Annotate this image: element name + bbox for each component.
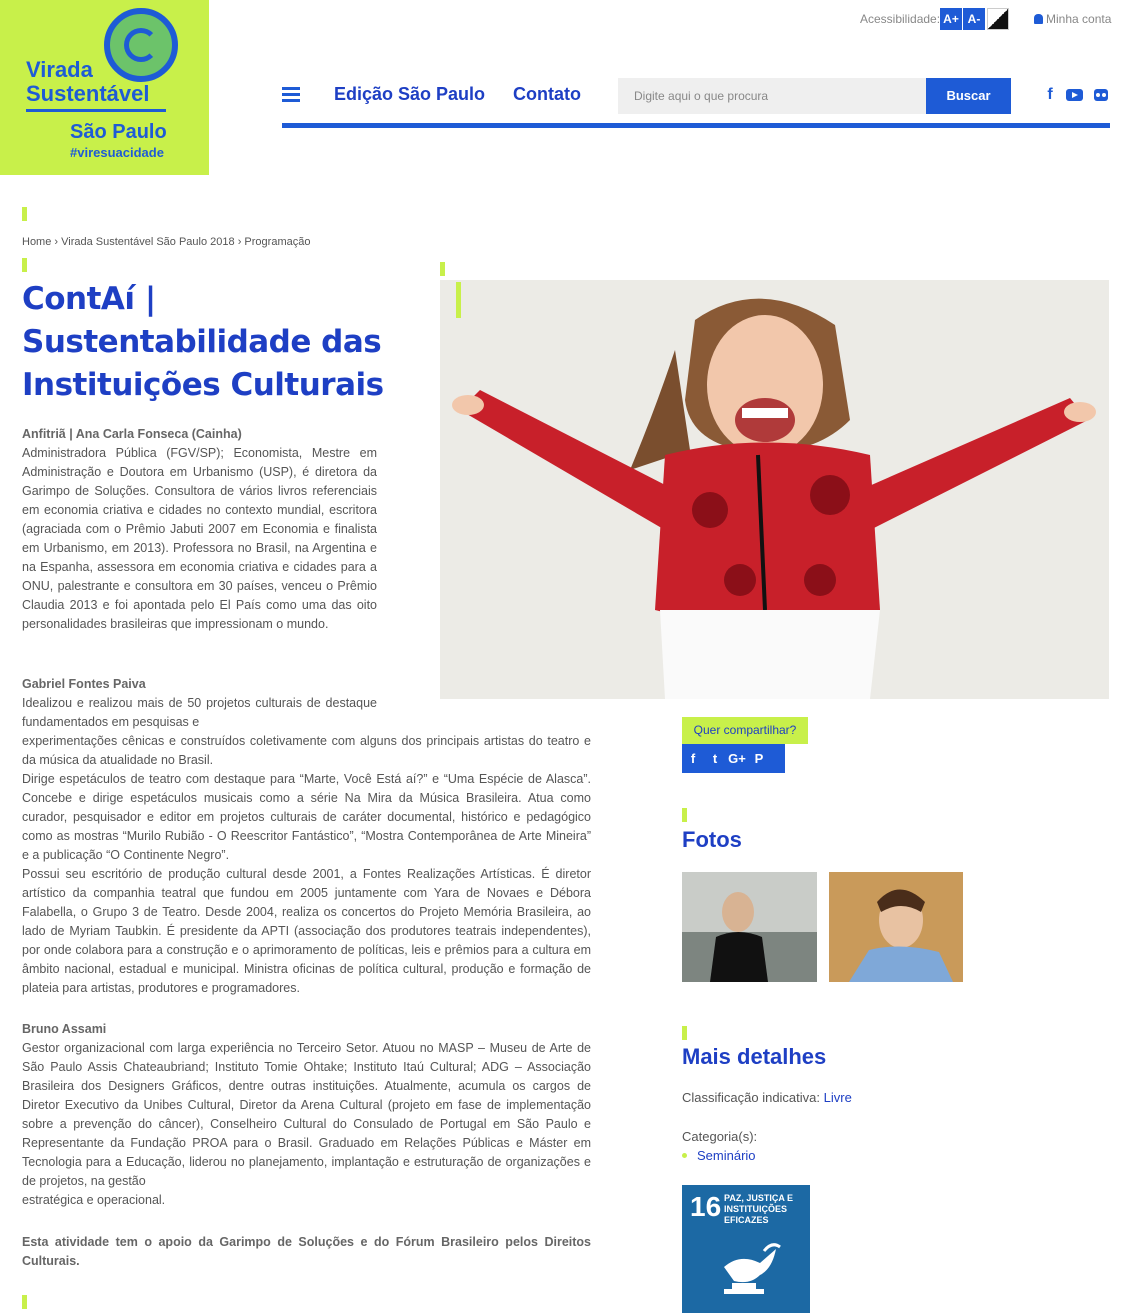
share-googleplus-icon[interactable]: G+ xyxy=(728,751,746,766)
dove-icon xyxy=(710,1237,786,1307)
bio-text: Possui seu escritório de produção cultural desde 2001, a Fontes Realizações Artísticas. É diretor artístico da companhia teatral que fundou em 2005 juntamente com Yara de Novaes e Débora Falabella, o Grupo 3 de Teatro. Desde 2004, realiza os concertos do Projeto Memória Brasileira, ao lado de Myriam Taubkin. É presidente da APTI (associação dos produtores teatrais independentes), por onde colabora para a construção e o aprimoramento de políticas, leis e prêmios para a cultura em âmbito nacional, estadual e municipal. Ministra oficinas de política cultural, produção e formação de plateia para artistas, produtores e programadores. xyxy=(22,867,591,995)
rating-link[interactable]: Livre xyxy=(823,1090,852,1105)
share-label: Quer compartilhar? xyxy=(682,717,808,744)
bio-text: Dirige espetáculos de teatro com destaque para “Marte, Você Está aí?” e “Uma Espécie de Alasca”. Concebe e dirige espetáculos musicais como a série Na Mira da Música Brasileira. Atua como curador, pesquisador e editor em projetos culturais de caráter documental, histórico e pedagógico como as mostras “Murilo Rubião - O Reescritor Fantástico”, “Mostra Contemporânea de Arte Mineira” e a publicação “O Continente Negro”. xyxy=(22,772,591,862)
category-label: Categoria(s): xyxy=(682,1129,758,1144)
logo-text-city: São Paulo xyxy=(70,121,167,143)
page-title: ContAí | Sustentabilidade das Instituições Culturais xyxy=(22,281,384,403)
accessibility-label: Acessibilidade: xyxy=(860,12,941,26)
logo-text-line1: Virada xyxy=(26,57,93,82)
category-link[interactable]: Seminário xyxy=(697,1148,756,1163)
rating-label: Classificação indicativa: xyxy=(682,1090,821,1105)
breadcrumb-section[interactable]: Programação xyxy=(244,236,311,248)
accent-marker xyxy=(22,1295,27,1309)
contrast-toggle-button[interactable] xyxy=(987,8,1009,30)
search-button[interactable]: Buscar xyxy=(926,78,1011,114)
event-host-photo xyxy=(440,280,1109,699)
accent-marker xyxy=(22,258,27,272)
breadcrumb: Home › Virada Sustentável São Paulo 2018 › Programação xyxy=(22,236,311,248)
facebook-icon[interactable]: f xyxy=(1047,86,1053,103)
share-facebook-icon[interactable]: f xyxy=(690,751,696,766)
flickr-icon[interactable] xyxy=(1094,86,1112,104)
bio-gabriel-body xyxy=(22,732,591,998)
accent-marker xyxy=(682,1026,687,1040)
support-note: Esta atividade tem o apoio da Garimpo de Soluções e do Fórum Brasileiro pelos Direitos Culturais. xyxy=(22,1235,591,1268)
share-buttons xyxy=(682,744,785,773)
photos-title: Fotos xyxy=(682,827,742,852)
bio-name: Anfitriã | Ana Carla Fonseca (Cainha) xyxy=(22,427,242,441)
font-increase-button[interactable]: A+ xyxy=(940,8,962,30)
sdg-16-badge[interactable] xyxy=(682,1185,810,1313)
share-twitter-icon[interactable]: t xyxy=(712,751,718,766)
bio-text: Idealizou e realizou mais de 50 projetos culturais de destaque fundamentados em pesquisas e xyxy=(22,696,377,729)
logo-hashtag: #viresuacidade xyxy=(70,145,164,160)
photo-thumbnail[interactable] xyxy=(829,872,963,982)
search-input[interactable] xyxy=(618,78,926,114)
bio-name: Bruno Assami xyxy=(22,1022,107,1036)
bio-gabriel-name-block xyxy=(22,675,377,732)
bio-text: Gestor organizacional com larga experiência no Terceiro Setor. Atuou no MASP – Museu de Arte de São Paulo Assis Chateaubriand; Instituto Tomie Ohtake; Instituto Itaú Cultural; ADG – Associação Brasileira dos Designers Gráficos, dentre outras instituições. Atualmente, acumula os cargos de Diretor Executivo da Unibes Cultural, Diretor da Arena Cultural (projeto em fase de implementação sobre a prevenção do câncer), Conselheiro Cultural do Consulado de Portugal em São Paulo e Representante da Fundação PROA para o Brasil. Graduado em Relações Públicas e Máster em Tecnologia para a Educação, liderou no planejamento, implantação e estruturação de organizações e de projetos, na gestão xyxy=(22,1041,591,1188)
user-icon xyxy=(1034,14,1043,24)
accent-marker xyxy=(456,282,461,318)
bio-ana-carla xyxy=(22,425,377,634)
account-link[interactable] xyxy=(1034,12,1111,26)
accent-marker xyxy=(22,207,27,221)
youtube-icon[interactable] xyxy=(1066,86,1084,104)
accent-marker xyxy=(440,262,445,276)
logo-text-line2: Sustentável xyxy=(26,81,150,106)
bio-text: estratégica e operacional. xyxy=(22,1193,166,1207)
font-decrease-button[interactable]: A- xyxy=(963,8,985,30)
details-title: Mais detalhes xyxy=(682,1044,827,1069)
logo-divider xyxy=(26,109,166,112)
nav-underline xyxy=(282,123,1110,128)
recycle-logo-icon xyxy=(104,8,178,82)
breadcrumb-event[interactable]: Virada Sustentável São Paulo 2018 xyxy=(61,236,235,248)
bio-bruno xyxy=(22,1020,591,1210)
rating-row xyxy=(682,1088,852,1107)
category-item xyxy=(682,1146,756,1165)
hamburger-menu-icon[interactable] xyxy=(282,87,300,101)
bullet-icon xyxy=(682,1153,687,1158)
share-pinterest-icon[interactable]: P xyxy=(754,751,764,766)
breadcrumb-home[interactable]: Home xyxy=(22,236,52,248)
bio-text: Administradora Pública (FGV/SP); Economista, Mestre em Administração e Doutora em Urbanismo (USP), é diretora da Garimpo de Soluções. Consultora de vários livros referenciais em economia criativa e cidades no contexto mundial, escritora (agraciada com o Prêmio Jabuti 2007 em Economia e finalista em Urbanismo, em 2013). Professora no Brasil, na Argentina e na Espanha, assessora em economia criativa e cidades para a ONU, palestrante e consultora em 30 países, venceu o Prêmio Claudia 2013 e foi apontada pelo El País como uma das oito personalidades brasileiras que impressionam o mundo. xyxy=(22,446,377,631)
site-logo[interactable] xyxy=(0,0,209,175)
nav-contact-link[interactable]: Contato xyxy=(513,84,581,104)
bio-name: Gabriel Fontes Paiva xyxy=(22,677,146,691)
sdg-text: PAZ, JUSTIÇA E INSTITUIÇÕES EFICAZES xyxy=(724,1193,794,1225)
bio-text: experimentações cênicas e construídos coletivamente com alguns dos principais artistas do teatro e da música da atualidade no Brasil. xyxy=(22,734,591,767)
sdg-number: 16 xyxy=(690,1191,722,1222)
nav-edition-link[interactable]: Edição São Paulo xyxy=(334,84,486,104)
account-label: Minha conta xyxy=(1046,12,1112,26)
accent-marker xyxy=(682,808,687,822)
photo-thumbnail[interactable] xyxy=(682,872,817,982)
